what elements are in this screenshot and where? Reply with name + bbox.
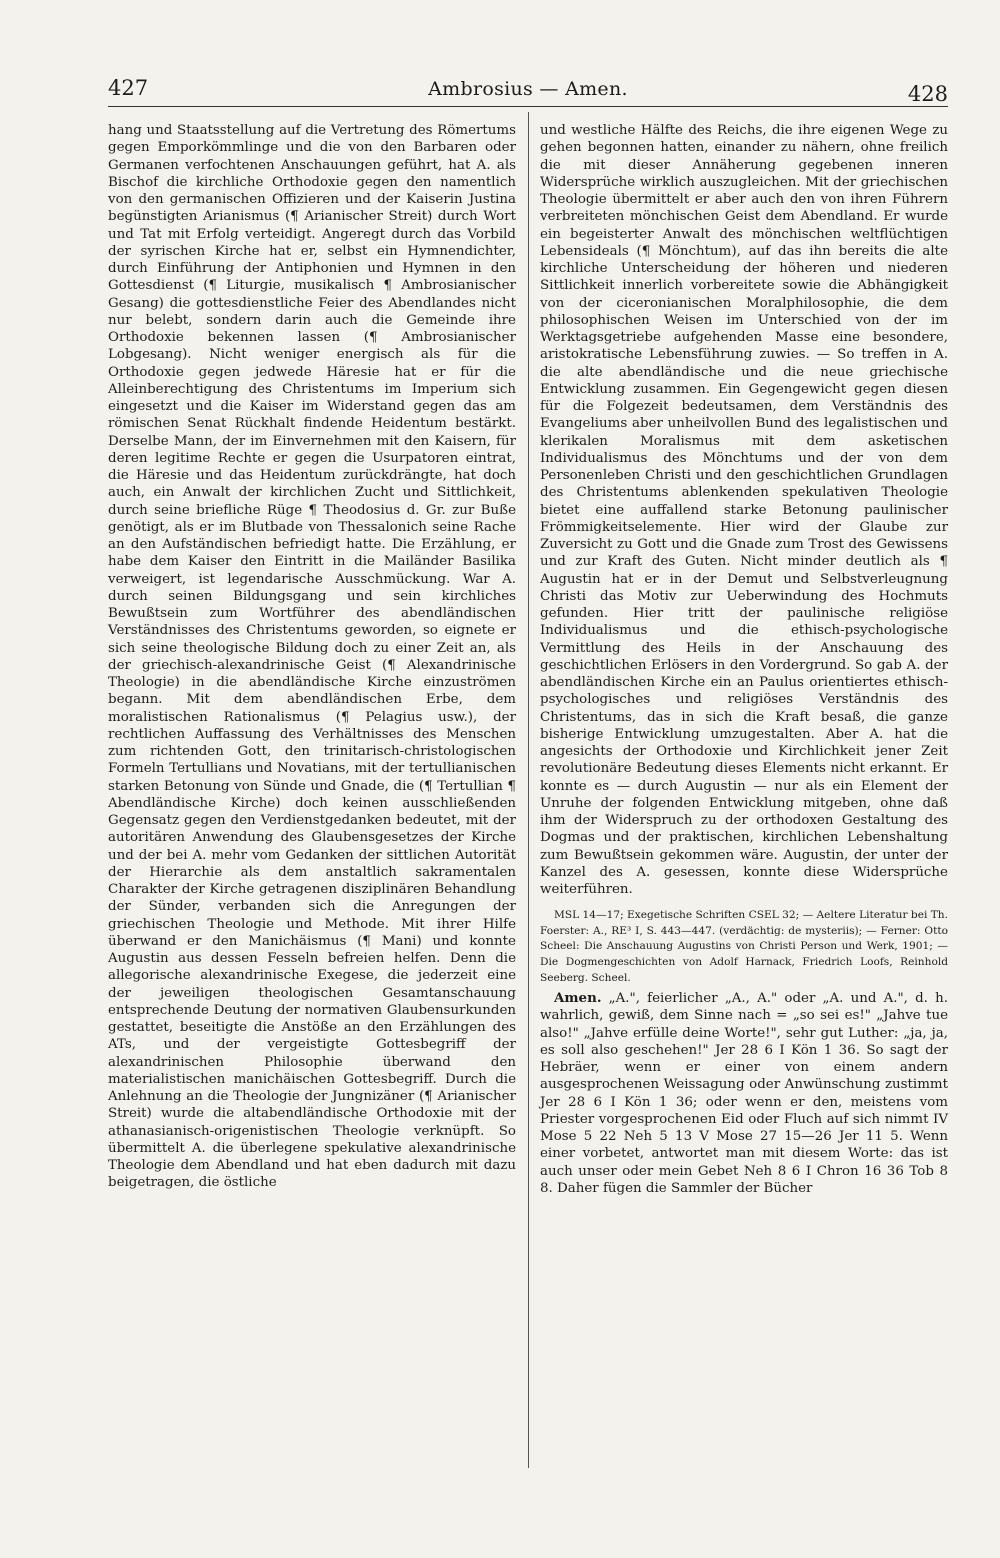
right-column-text: und westliche Hälfte des Reichs, die ihre eigenen Wege zu gehen begonnen hatten, einander zu nähern, ohne freilich die mit dieser Annäherung gegebenen inneren Widersprüche wirklich auszugleichen. Mit der griechischen Theologie übermittelt er aber auch den von ihren Führern verbreiteten mönchischen Geist dem Abendland. Er wurde ein begeisterter Anwalt des mönchischen weltflüchtigen Lebensideals (¶ Mönchtum), auf das ihn bereits die alte kirchliche Unterscheidung der höheren und niederen Sittlichkeit innerlich vorbereitete sowie die Abhängigkeit von der ciceronianischen Moralphilosophie, die dem philosophischen Weisen im Unterschied von der im Werktagsgetriebe aufgehenden Masse eine besondere, aristokratische Lebensführung zuwies. — So treffen in A. die alte abendländische und die neue griechische Entwicklung zusammen. Ein Gegengewicht gegen diesen für die Folgezeit bedeutsamen, dem Verständnis des Evangeliums aber unheilvollen Bund des legalistischen und klerikalen Moralismus mit dem asketischen Individualismus des Mönchtums und der von dem Personenleben Christi und den geschichtlichen Grundlagen des Christentums ablenkenden spekulativen Theologie bietet eine auffallend starke Betonung paulinischer Frömmigkeitselemente. Hier wird der Glaube zur Zuversicht zu Gott und die Gnade zum Trost des Gewissens und zur Kraft des Guten. Nicht minder deutlich als ¶ Augustin hat er in der Demut und Selbstverleugnung Christi das Motiv zur Ueberwindung des Hochmuts gefunden. Hier tritt der paulinische religiöse Individualismus und die ethisch-psychologische Vermittlung des Heils in der Anschauung des geschichtlichen Erlösers in den Vordergrund. So gab A. der abendländischen Kirche ein an Paulus orientiertes ethisch-psychologisches und religiöses Verständnis des Christentums, das in sich die Kraft besaß, die ganze bisherige Entwicklung umzugestalten. Aber A. hat die angesichts der Orthodoxie und Kirchlichkeit jener Zeit revolutionäre Bedeutung dieses Elements nicht erkannt. Er konnte es — durch Augustin — nur als ein Element der Unruhe der folgenden Entwicklung mitgeben, ohne daß ihm der Widerspruch zu der orthodoxen Gestaltung des Dogmas und der praktischen, kirchlichen Lebenshaltung zum Bewußtsein gekommen wäre. Augustin, der unter der Kanzel des A. gesessen, konnte diese Widersprüche weiterführen.: [540, 123, 948, 897]
entry-headword: Amen.: [554, 990, 602, 1007]
right-page-number: 428: [907, 82, 948, 106]
entry-text: „A.", feierlicher „A., A." oder „A. und A.", d. h. wahrlich, gewiß, dem Sinne nach = „so sei es!" „Jahve tue also!" „Jahve erfülle deine Worte!", sehr gut Luther: „ja, ja, es soll also geschehen!" Jer 28 6 I Kön 1 36. So sagt der Hebräer, wenn er einer von einem andern ausgesprochenen Weissagung oder Anwünschung zustimmt Jer 28 6 I Kön 1 36; oder wenn er den, meistens vom Priester vorgesprochenen Eid oder Fluch auf sich nimmt IV Mose 5 22 Neh 5 13 V Mose 27 15—26 Jer 11 5. Wenn einer vorbetet, antwortet man mit diesem Worte: das ist auch unser oder mein Gebet Neh 8 6 I Chron 16 36 Tob 8 8. Daher fügen die Sammler der Bücher: [540, 991, 948, 1196]
left-column: [108, 122, 516, 1192]
literature-note: MSL 14—17; Exegetische Schriften CSEL 32; — Aeltere Literatur bei Th. Foerster: A., RE³ I, S. 443—447. (verdächtig: de mysteriis); — Ferner: Otto Scheel: Die Anschauung Augustins von Christi Person und Werk, 1901; — Die Dogmengeschichten von Adolf Harnack, Friedrich Loofs, Reinhold Seeberg. Scheel.: [540, 909, 948, 984]
column-rule: [528, 112, 529, 1468]
amen-entry: [540, 990, 948, 1197]
page-header: [108, 76, 948, 107]
right-column: [540, 122, 948, 1197]
running-title: Ambrosius — Amen.: [428, 78, 628, 100]
left-column-text: hang und Staatsstellung auf die Vertretung des Römertums gegen Emporkömmlinge und die von den Barbaren oder Germanen verfochtenen Anschauungen geführt, hat A. als Bischof die kirchliche Orthodoxie gegen den namentlich von den germanischen Offizieren und der Kaiserin Justina begünstigten Arianismus (¶ Arianischer Streit) durch Wort und Tat mit Erfolg verteidigt. Angeregt durch das Vorbild der syrischen Kirche hat er, selbst ein Hymnendichter, durch Einführung der Antiphonien und Hymnen in den Gottesdienst (¶ Liturgie, musikalisch ¶ Ambrosianischer Gesang) die gottesdienstliche Feier des Abendlandes nicht nur belebt, sondern darin auch die Gemeinde ihre Orthodoxie bekennen lassen (¶ Ambrosianischer Lobgesang). Nicht weniger energisch als für die Orthodoxie gegen jedwede Häresie hat er für die Alleinberechtigung des Christentums im Imperium sich eingesetzt und die Kaiser im Widerstand gegen das am römischen Senat Rückhalt findende Heidentum bestärkt. Derselbe Mann, der im Einvernehmen mit den Kaisern, für deren legitime Rechte er gegen die Usurpatoren eintrat, die Häresie und das Heidentum zurückdrängte, hat doch auch, ein Anwalt der kirchlichen Zucht und Sittlichkeit, durch seine briefliche Rüge ¶ Theodosius d. Gr. zur Buße genötigt, als er im Blutbade von Thessalonich seine Rache an den Aufständischen befriedigt hatte. Die Erzählung, er habe dem Kaiser den Eintritt in die Mailänder Basilika verweigert, ist legendarische Ausschmückung. War A. durch seinen Bildungsgang und sein kirchliches Bewußtsein zum Wortführer des abendländischen Verständnisses des Christentums geworden, so eignete er sich seine theologische Bildung doch zu einer Zeit an, als der griechisch-alexandrinische Geist (¶ Alexandrinische Theologie) in die abendländische Kirche einzuströmen begann. Mit dem abendländischen Erbe, dem moralistischen Rationalismus (¶ Pelagius usw.), der rechtlichen Auffassung des Verhältnisses des Menschen zum richtenden Gott, den trinitarisch-christologischen Formeln Tertullians und Novatians, mit der tertullianischen starken Betonung von Sünde und Gnade, die (¶ Tertullian ¶ Abendländische Kirche) doch keinen ausschließenden Gegensatz gegen den Verdienstgedanken bedeutet, mit der autoritären Anwendung des Glaubensgesetzes der Kirche und der bei A. mehr vom Gedanken der sittlichen Autorität der Hierarchie als dem anstaltlich sakramentalen Charakter der Kirche getragenen disziplinären Behandlung der Sünder, verbanden sich die Anregungen der griechischen Theologie und Methode. Mit ihrer Hilfe überwand er den Manichäismus (¶ Mani) und konnte Augustin aus dessen Fesseln befreien helfen. Denn die allegorische alexandrinische Exegese, die jederzeit eine der jeweiligen theologischen Gesamtanschauung entsprechende Deutung der normativen Glaubensurkunden gestattet, beseitigte die Anstöße an den Erzählungen des ATs, und der vergeistigte Gottesbegriff der alexandrinischen Philosophie überwand den materialistischen manichäischen Gottesbegriff. Durch die Anlehnung an die Theologie der Jungnizäner (¶ Arianischer Streit) wurde die altabendländische Orthodoxie mit der athanasianisch-origenistischen Theologie verknüpft. So übermittelt A. die überlegene spekulative alexandrinische Theologie dem Abendland und hat eben dadurch mit dazu beigetragen, die östliche: [108, 123, 516, 1191]
left-page-number: 427: [108, 76, 149, 100]
